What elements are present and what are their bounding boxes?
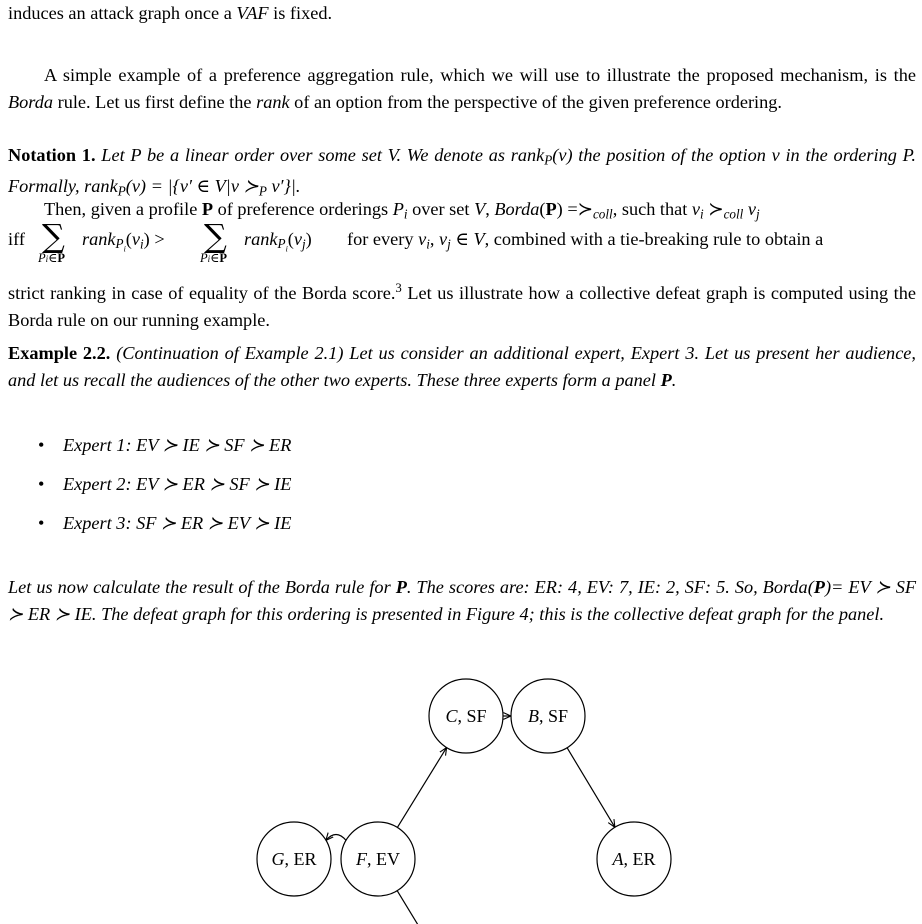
- result-paragraph: Let us now calculate the result of the Borda rule for P. The scores are: ER: 4, EV: 7, IE: 2, SF: 5. So, Borda(P)= EV ≻ SF ≻ ER ≻ IE. The defeat graph for this ordering is presented in Figure 4; this is the collective defeat graph for the panel.: [8, 577, 917, 624]
- node-A: [597, 822, 671, 896]
- expert-list: [8, 432, 291, 537]
- sum-sub-1: Pi∈P: [38, 251, 66, 265]
- iff-word: iff: [8, 229, 25, 249]
- sum-line-rest: for every $v_i$, $v_j$ ∈ V, combined with a tie-breaking rule to obtain a: [347, 229, 824, 252]
- svg-text:G, ER: G, ER: [271, 849, 317, 869]
- edge-F-C: [397, 748, 446, 828]
- notation-1: Notation 1. Let P be a linear order over some set V. We denote as rank$_P$(v) the position of the option v in the ordering P. Formally, rank$_P$(v) = |{v′ ∈ V|v $≻_P$ v′}|.: [8, 145, 916, 199]
- sum-sub-2: Pi∈P: [200, 251, 228, 265]
- svg-text:F, EV: F, EV: [356, 849, 400, 869]
- node-B: [511, 679, 585, 753]
- node-G: [257, 822, 331, 896]
- edge-F-E: [397, 891, 447, 924]
- para-then-line1: Then, given a profile P of preference orderings $P_i$ over set V, Borda(P) $=≻_{coll}$, such that $v_i$ $≻_{coll}$ $v_j$: [44, 199, 760, 222]
- rank-term-2: $rank_{P_i}(v_j)$: [244, 229, 312, 254]
- para-then-line3: strict ranking in case of equality of the Borda score.$^3$ Let us illustrate how a collective defeat graph is computed using the Borda rule on our running example.: [8, 281, 916, 331]
- edge-B-A: [567, 748, 615, 828]
- node-C: [429, 679, 503, 753]
- rank-term-1: $rank_{P_i}(v_i)$ >: [82, 229, 165, 254]
- sum-symbol-1: ∑: [42, 217, 65, 255]
- list-item: • Expert 3: SF ≻ ER ≻ EV ≻ IE: [38, 513, 292, 533]
- para-borda: A simple example of a preference aggregation rule, which we will use to illustrate the proposed mechanism, is the Borda rule. Let us first define the rank of an option from the perspective of the given preference ordering.: [8, 65, 916, 112]
- sum-symbol-2: ∑: [204, 217, 227, 255]
- example-2-2: Example 2.2. (Continuation of Example 2.1) Let us consider an additional expert, Expert 3. Let us present her audience, and let us recall the audiences of the other two experts. These three experts form a panel P.: [8, 343, 916, 390]
- edge-F-G: [326, 835, 346, 841]
- sum-formula-line: [8, 217, 916, 272]
- svg-text:A, ER: A, ER: [612, 849, 656, 869]
- collective-defeat-graph: [0, 634, 922, 924]
- top-line: induces an attack graph once a VAF is fixed.: [8, 3, 333, 23]
- list-item: • Expert 2: EV ≻ ER ≻ SF ≻ IE: [38, 474, 292, 494]
- list-item: • Expert 1: EV ≻ IE ≻ SF ≻ ER: [38, 435, 292, 455]
- node-F: [341, 822, 415, 896]
- svg-text:B, SF: B, SF: [527, 706, 569, 726]
- svg-text:C, SF: C, SF: [445, 706, 487, 726]
